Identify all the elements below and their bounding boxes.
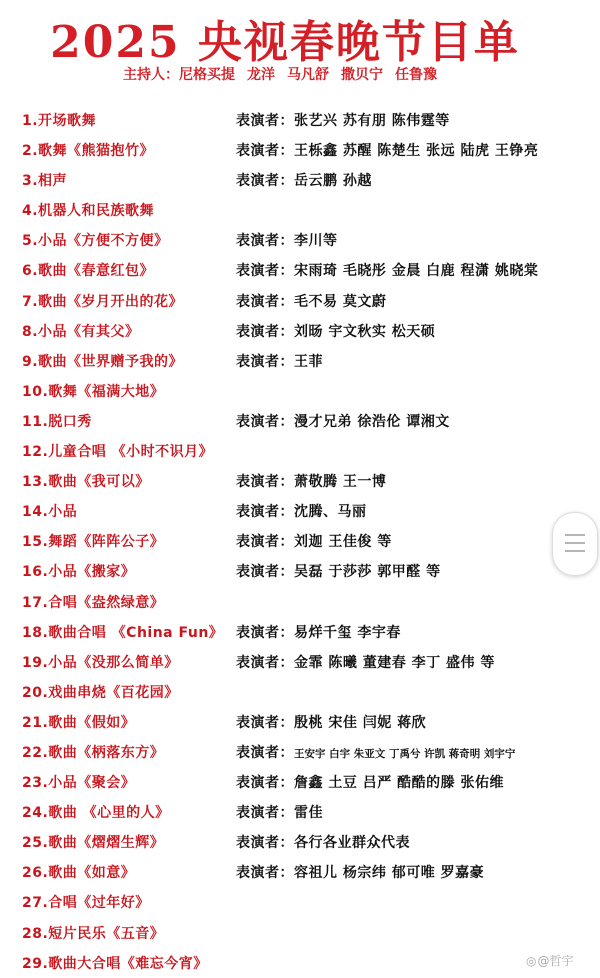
host-name: 尼格买提 — [179, 67, 235, 83]
performer-names: 王安宇 白宇 朱亚文 丁禹兮 许凯 蒋奇明 刘宇宁 — [294, 747, 516, 760]
performers — [236, 501, 367, 521]
program-row — [0, 766, 600, 796]
performers — [236, 110, 450, 130]
performer-names: 王菲 — [294, 353, 323, 370]
program-title: 28.短片民乐《五音》 — [22, 925, 165, 942]
program-row — [0, 345, 600, 375]
performer-names: 王栎鑫 苏醒 陈楚生 张远 陆虎 王铮亮 — [294, 143, 539, 160]
performers — [236, 652, 495, 672]
watermark — [526, 952, 574, 969]
weibo-icon: ◎ — [526, 954, 537, 968]
performer-label: 表演者： — [236, 263, 294, 280]
program-title: 8.小品《有其父》 — [22, 323, 140, 340]
performer-names: 殷桃 宋佳 闫妮 蒋欣 — [294, 714, 427, 731]
program-title: 12.儿童合唱 《小时不识月》 — [22, 444, 214, 461]
program-row — [0, 495, 600, 525]
program-title: 5.小品《方便不方便》 — [22, 233, 169, 250]
program-row — [0, 917, 600, 947]
program-title: 18.歌曲合唱 《China Fun》 — [22, 624, 224, 641]
performer-names: 容祖儿 杨宗纬 郁可唯 罗嘉豪 — [294, 865, 485, 882]
menu-icon — [565, 534, 585, 558]
program-title: 20.戏曲串烧《百花园》 — [22, 684, 179, 701]
performer-label: 表演者： — [236, 835, 294, 852]
performer-names: 各行各业群众代表 — [294, 835, 410, 852]
program-title: 22.歌曲《柄落东方》 — [22, 744, 165, 761]
performers — [236, 321, 435, 341]
performer-label: 表演者： — [236, 143, 294, 160]
performer-label: 表演者： — [236, 323, 294, 340]
program-title: 4.机器人和民族歌舞 — [22, 203, 155, 220]
program-title: 26.歌曲《如意》 — [22, 865, 136, 882]
host-name: 任鲁豫 — [395, 67, 437, 83]
performers — [236, 140, 538, 160]
program-row — [0, 886, 600, 916]
performer-label: 表演者： — [236, 353, 294, 370]
program-title: 25.歌曲《熠熠生辉》 — [22, 835, 165, 852]
performer-label: 表演者： — [236, 865, 294, 882]
program-title: 2.歌舞《熊猫抱竹》 — [22, 143, 155, 160]
performers — [236, 260, 538, 280]
hosts-label: 主持人： — [123, 67, 179, 83]
performer-label: 表演者： — [236, 293, 294, 310]
program-row — [0, 465, 600, 495]
performer-names: 刘迦 王佳俊 等 — [294, 534, 392, 551]
program-row — [0, 947, 600, 977]
performer-label: 表演者： — [236, 564, 294, 581]
performer-names: 易烊千玺 李宇春 — [294, 624, 401, 641]
performers — [236, 862, 484, 882]
performer-label: 表演者： — [236, 413, 294, 430]
program-title: 23.小品《聚会》 — [22, 775, 136, 792]
program-row — [0, 706, 600, 736]
performers — [236, 471, 386, 491]
program-title: 29.歌曲大合唱《难忘今宵》 — [22, 955, 208, 972]
program-row — [0, 646, 600, 676]
program-title: 13.歌曲《我可以》 — [22, 474, 150, 491]
performer-names: 岳云鹏 孙越 — [294, 173, 372, 190]
program-row — [0, 796, 600, 826]
program-title: 16.小品《搬家》 — [22, 564, 136, 581]
program-title: 7.歌曲《岁月开出的花》 — [22, 293, 184, 310]
program-row — [0, 405, 600, 435]
program-row — [0, 826, 600, 856]
performers — [236, 531, 392, 551]
performer-label: 表演者： — [236, 534, 294, 551]
host-name: 马凡舒 — [287, 67, 329, 83]
performer-label: 表演者： — [236, 744, 294, 761]
performers — [236, 411, 450, 431]
host-name: 撒贝宁 — [341, 67, 383, 83]
program-row — [0, 285, 600, 315]
program-row — [0, 194, 600, 224]
program-title: 14.小品 — [22, 504, 78, 521]
program-title: 1.开场歌舞 — [22, 113, 97, 129]
performers — [236, 832, 410, 852]
performer-names: 漫才兄弟 徐浩伦 谭湘文 — [294, 413, 450, 430]
performer-names: 詹鑫 土豆 吕严 酷酷的滕 张佑维 — [294, 775, 504, 792]
program-row — [0, 104, 600, 134]
performers — [236, 772, 504, 792]
hosts-line — [0, 64, 560, 84]
page-title: 2025 央视春晚节目单 — [50, 17, 520, 68]
performers — [236, 561, 441, 581]
program-title: 11.脱口秀 — [22, 413, 92, 430]
program-row — [0, 164, 600, 194]
performer-label: 表演者： — [236, 654, 294, 671]
program-title: 6.歌曲《春意红包》 — [22, 263, 155, 280]
program-list — [0, 104, 600, 977]
performer-label: 表演者： — [236, 805, 294, 822]
performer-names: 刘旸 宇文秋实 松天硕 — [294, 323, 436, 340]
performers — [236, 712, 426, 732]
watermark-text: @哲宇 — [537, 954, 574, 968]
program-title: 24.歌曲 《心里的人》 — [22, 805, 170, 822]
performer-names: 毛不易 莫文蔚 — [294, 293, 387, 310]
program-row — [0, 254, 600, 284]
program-title: 19.小品《没那么简单》 — [22, 654, 179, 671]
program-row — [0, 616, 600, 646]
performers — [236, 802, 323, 822]
program-row — [0, 676, 600, 706]
performers — [236, 742, 515, 762]
program-row — [0, 736, 600, 766]
program-title: 3.相声 — [22, 173, 68, 190]
performer-names: 金霏 陈曦 董建春 李丁 盛伟 等 — [294, 654, 495, 671]
performer-label: 表演者： — [236, 113, 294, 129]
performer-names: 沈腾、马丽 — [294, 504, 367, 521]
performer-names: 雷佳 — [294, 805, 323, 822]
program-row — [0, 525, 600, 555]
scroll-handle[interactable] — [552, 512, 598, 576]
performers — [236, 291, 386, 311]
performer-names: 吴磊 于莎莎 郭甲醛 等 — [294, 564, 441, 581]
program-row — [0, 586, 600, 616]
performer-names: 宋雨琦 毛晓彤 金晨 白鹿 程潇 姚晓棠 — [294, 263, 539, 280]
performers — [236, 622, 401, 642]
program-title: 9.歌曲《世界赠予我的》 — [22, 353, 184, 370]
program-row — [0, 315, 600, 345]
program-row — [0, 555, 600, 585]
program-row — [0, 856, 600, 886]
program-title: 21.歌曲《假如》 — [22, 714, 136, 731]
host-name: 龙洋 — [247, 67, 275, 83]
program-row — [0, 224, 600, 254]
program-title: 15.舞蹈《阵阵公子》 — [22, 534, 165, 551]
program-title: 27.合唱《过年好》 — [22, 895, 150, 912]
program-row — [0, 134, 600, 164]
program-title: 10.歌舞《福满大地》 — [22, 383, 165, 400]
program-row — [0, 375, 600, 405]
performer-names: 张艺兴 苏有朋 陈伟霆等 — [294, 113, 450, 129]
performer-names: 萧敬腾 王一博 — [294, 474, 387, 491]
program-row — [0, 435, 600, 465]
performers — [236, 230, 338, 250]
performers — [236, 351, 323, 371]
performer-label: 表演者： — [236, 714, 294, 731]
program-title: 17.合唱《盎然绿意》 — [22, 594, 165, 611]
performers — [236, 170, 372, 190]
performer-label: 表演者： — [236, 775, 294, 792]
performer-label: 表演者： — [236, 233, 294, 250]
performer-label: 表演者： — [236, 474, 294, 491]
performer-label: 表演者： — [236, 504, 294, 521]
performer-label: 表演者： — [236, 624, 294, 641]
performer-label: 表演者： — [236, 173, 294, 190]
performer-names: 李川等 — [294, 233, 338, 250]
